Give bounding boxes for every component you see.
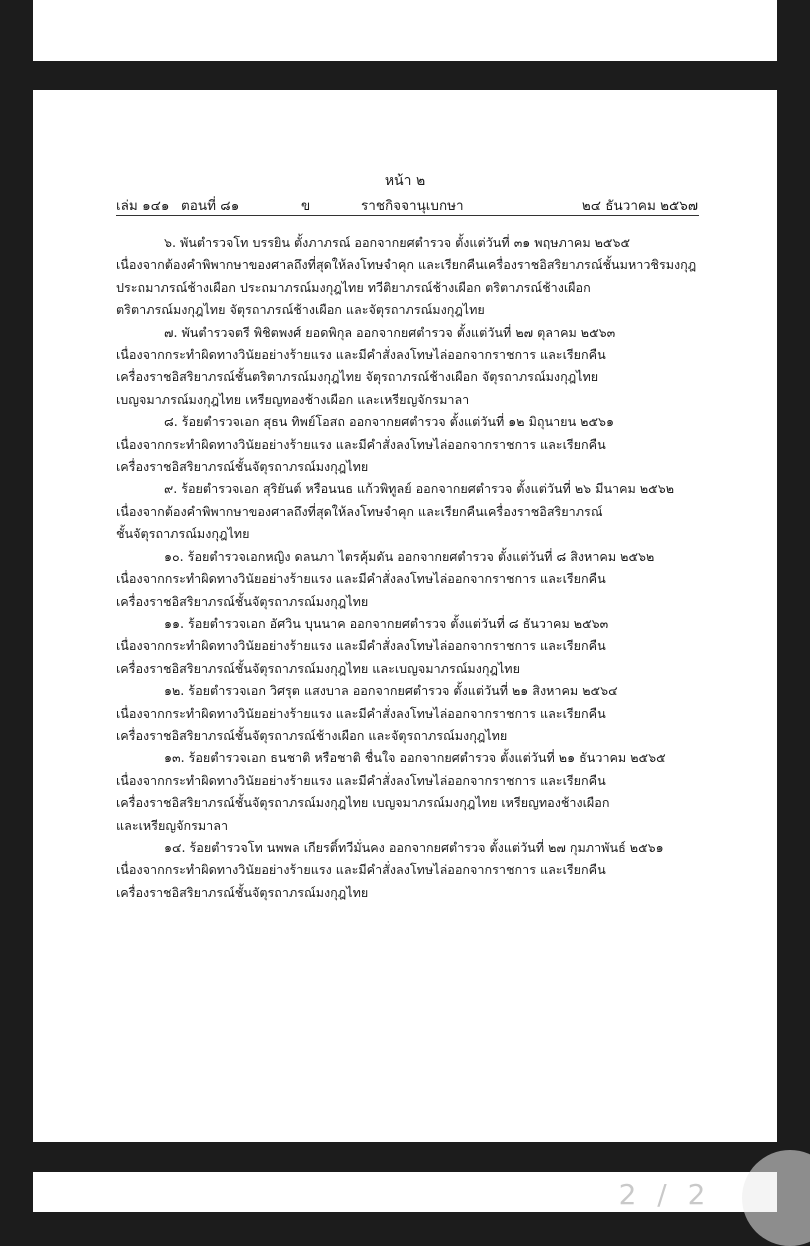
text-line [116,523,699,545]
text-line [116,501,699,523]
paragraph-10 [116,546,699,613]
text-line-content: เครื่องราชอิสริยาภรณ์ชั้นจัตุรถาภรณ์มงกุฎไทย [116,884,369,900]
text-line-content: ประถมาภรณ์ช้างเผือก ประถมาภรณ์มงกุฎไทย ทวีติยาภรณ์ช้างเผือก ตริตาภรณ์ช้างเผือก [116,279,591,295]
text-line [116,411,699,433]
document-page [33,90,777,1142]
gazette-date: ๒๔ ธันวาคม ๒๕๖๗ [581,198,698,214]
text-line-content: ชั้นจัตุรถาภรณ์มงกุฎไทย [116,526,250,542]
text-line [116,635,699,657]
text-line [116,703,699,725]
text-line [116,747,699,769]
text-line [116,680,699,702]
text-line-content: ๑๔. ร้อยตำรวจโท นพพล เกียรติ์ทวีมั่นคง ออกจากยศตำรวจ ตั้งแต่วันที่ ๒๗ กุมภาพันธ์ ๒๕๖๑ [164,839,664,855]
page-indicator: 2 / 2 [618,1178,712,1211]
text-line [116,568,699,590]
previous-page [33,0,777,61]
paragraph-11 [116,613,699,680]
text-line [116,344,699,366]
text-line-content: เนื่องจากต้องคำพิพากษาของศาลถึงที่สุดให้ลงโทษจำคุก และเรียกคืนเครื่องราชอิสริยาภรณ์ชั้นมหาวชิรมงกุฎ [116,257,697,273]
text-line [116,366,699,388]
text-line [116,254,699,276]
text-line [116,859,699,881]
gazette-header [116,194,698,212]
text-line-content: เครื่องราชอิสริยาภรณ์ชั้นจัตุรถาภรณ์มงกุฎไทย และเบญจมาภรณ์มงกุฎไทย [116,660,520,676]
text-line [116,434,699,456]
text-line-content: ๗. พันตำรวจตรี พิชิตพงศ์ ยอดพิกุล ออกจากยศตำรวจ ตั้งแต่วันที่ ๒๗ ตุลาคม ๒๕๖๓ [164,324,616,340]
text-line-content: เครื่องราชอิสริยาภรณ์ชั้นจัตุรถาภรณ์ช้างเผือก และจัตุรถาภรณ์มงกุฎไทย [116,727,508,743]
text-line-content: ๘. ร้อยตำรวจเอก สุธน ทิพย์โอสถ ออกจากยศตำรวจ ตั้งแต่วันที่ ๑๒ มิถุนายน ๒๕๖๑ [164,414,614,430]
text-line [116,546,699,568]
text-line-content: ๖. พันตำรวจโท บรรยิน ตั้งภาภรณ์ ออกจากยศตำรวจ ตั้งแต่วันที่ ๓๑ พฤษภาคม ๒๕๖๕ [164,235,630,250]
text-line [116,389,699,411]
text-line-content: เครื่องราชอิสริยาภรณ์ชั้นจัตุรถาภรณ์มงกุฎไทย [116,459,369,475]
text-line [116,837,699,859]
text-line [116,770,699,792]
text-line [116,882,699,904]
text-line-content: เครื่องราชอิสริยาภรณ์ชั้นตริตาภรณ์มงกุฎไทย จัตุรถาภรณ์ช้างเผือก จัตุรถาภรณ์มงกุฎไทย [116,369,599,385]
paragraph-13 [116,747,699,837]
text-line [116,277,699,299]
text-line [116,478,699,500]
text-line-content: ตริตาภรณ์มงกุฎไทย จัตุรถาภรณ์ช้างเผือก และจัตุรถาภรณ์มงกุฎไทย [116,302,485,318]
text-line-content: เครื่องราชอิสริยาภรณ์ชั้นจัตุรถาภรณ์มงกุฎไทย เบญจมาภรณ์มงกุฎไทย เหรียญทองช้างเผือก [116,795,610,811]
text-line [116,456,699,478]
text-line-content: เนื่องจากกระทำผิดทางวินัยอย่างร้ายแรง และมีคำสั่งลงโทษไล่ออกจากราชการ และเรียกคืน [116,436,606,452]
section-label: ข [301,198,311,214]
text-line-content: ๑๒. ร้อยตำรวจเอก วิศรุต แสงบาล ออกจากยศตำรวจ ตั้งแต่วันที่ ๒๑ สิงหาคม ๒๕๖๔ [164,683,618,699]
text-line [116,591,699,613]
text-line-content: เบญจมาภรณ์มงกุฎไทย เหรียญทองช้างเผือก และเหรียญจักรมาลา [116,391,470,407]
text-line-content: ๑๐. ร้อยตำรวจเอกหญิง ดลนภา ไตรคุ้มดัน ออกจากยศตำรวจ ตั้งแต่วันที่ ๘ สิงหาคม ๒๕๖๒ [164,548,655,564]
volume-label: เล่ม ๑๔๑ [116,198,170,214]
text-line-content: เนื่องจากกระทำผิดทางวินัยอย่างร้ายแรง และมีคำสั่งลงโทษไล่ออกจากราชการ และเรียกคืน [116,772,606,788]
text-line-content: เนื่องจากกระทำผิดทางวินัยอย่างร้ายแรง และมีคำสั่งลงโทษไล่ออกจากราชการ และเรียกคืน [116,571,606,587]
paragraph-9 [116,478,699,545]
paragraph-14 [116,837,699,904]
page-number-label: หน้า ๒ [384,173,426,189]
text-line-content: เนื่องจากกระทำผิดทางวินัยอย่างร้ายแรง และมีคำสั่งลงโทษไล่ออกจากราชการ และเรียกคืน [116,705,606,721]
paragraph-8 [116,411,699,478]
paragraph-6 [116,232,699,322]
text-line-content: ๑๓. ร้อยตำรวจเอก ธนชาติ หรือชาติ ชื่นใจ ออกจากยศตำรวจ ตั้งแต่วันที่ ๒๑ ธันวาคม ๒๕๖๕ [164,750,666,766]
text-line-content: เนื่องจากกระทำผิดทางวินัยอย่างร้ายแรง และมีคำสั่งลงโทษไล่ออกจากราชการ และเรียกคืน [116,347,606,363]
document-body [116,232,699,904]
text-line [116,815,699,837]
text-line-content: เนื่องจากกระทำผิดทางวินัยอย่างร้ายแรง และมีคำสั่งลงโทษไล่ออกจากราชการ และเรียกคืน [116,638,606,654]
text-line [116,725,699,747]
text-line-content: ๙. ร้อยตำรวจเอก สุริยันต์ หรือนนธ แก้วพิทูลย์ ออกจากยศตำรวจ ตั้งแต่วันที่ ๒๖ มีนาคม ๒๕๖๒ [164,481,674,497]
text-line-content: และเหรียญจักรมาลา [116,817,229,833]
paragraph-7 [116,322,699,412]
text-line [116,658,699,680]
text-line [116,792,699,814]
issue-label: ตอนที่ ๘๑ [181,198,240,214]
text-line-content: เนื่องจากต้องคำพิพากษาของศาลถึงที่สุดให้ลงโทษจำคุก และเรียกคืนเครื่องราชอิสริยาภรณ์ [116,503,603,519]
text-line [116,299,699,321]
paragraph-12 [116,680,699,747]
header-rule [116,215,699,216]
text-line-content: ๑๑. ร้อยตำรวจเอก อัศวิน บุนนาค ออกจากยศตำรวจ ตั้งแต่วันที่ ๘ ธันวาคม ๒๕๖๓ [164,615,609,631]
text-line [116,322,699,344]
scroll-button[interactable] [742,1150,810,1246]
gazette-title: ราชกิจจานุเบกษา [361,198,464,214]
text-line [116,232,699,254]
text-line-content: เครื่องราชอิสริยาภรณ์ชั้นจัตุรถาภรณ์มงกุฎไทย [116,593,369,609]
text-line [116,613,699,635]
text-line-content: เนื่องจากกระทำผิดทางวินัยอย่างร้ายแรง และมีคำสั่งลงโทษไล่ออกจากราชการ และเรียกคืน [116,862,606,878]
